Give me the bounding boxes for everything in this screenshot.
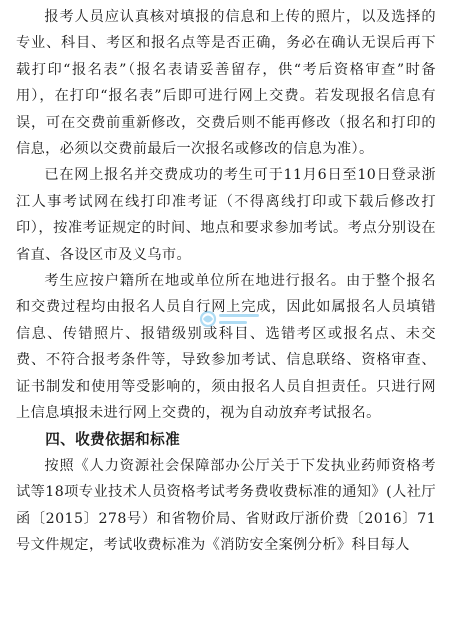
section-heading-fees: 四、收费依据和标准	[45, 430, 181, 448]
paragraph-registration-location: 考生应按户籍所在地或单位所在地进行报名。由于整个报名和交费过程均由报名人员自行网上完成，因此如属报名人员填错信息、传错照片、报错级别或科目、选错考区或报名点、未交费、不符合报考条件等，导致参加考试、信息联络、资格审查、证书制发和使用等受影响的，须由报名人员自担责任。只进行网上信息填报未进行网上交费的，视为自动放弃考试报名。	[16, 273, 436, 422]
paragraph-verification-notice: 报考人员应认真核对填报的信息和上传的照片，以及选择的专业、科目、考区和报名点等是否正确，务必在确认无误后再下载打印“报名表”（报名表请妥善留存，供“考后资格审查”时备用），在打印“报名表”后即可进行网上交费。若发现报名信息有误，可在交费前重新修改，交费后则不能再修改（报名和打印的信息，必须以交费前最后一次报名或修改的信息为准）。	[16, 9, 436, 158]
paragraph-fee-basis: 按照《人力资源社会保障部办公厅关于下发执业药师资格考试等18项专业技术人员资格考试考务费收费标准的通知》(人社厅函〔2015〕278号）和省物价局、省财政厅浙价费〔2016〕71号文件规定，考试收费标准为《消防安全案例分析》科目每人	[16, 457, 436, 554]
paragraph-admission-ticket: 已在网上报名并交费成功的考生可于11月6日至10日登录浙江人事考试网在线打印准考证（不得离线打印或下载后修改打印），按准考证规定的时间、地点和要求参加考试。考点分别设在省直、各设区市及义乌市。	[16, 167, 436, 263]
